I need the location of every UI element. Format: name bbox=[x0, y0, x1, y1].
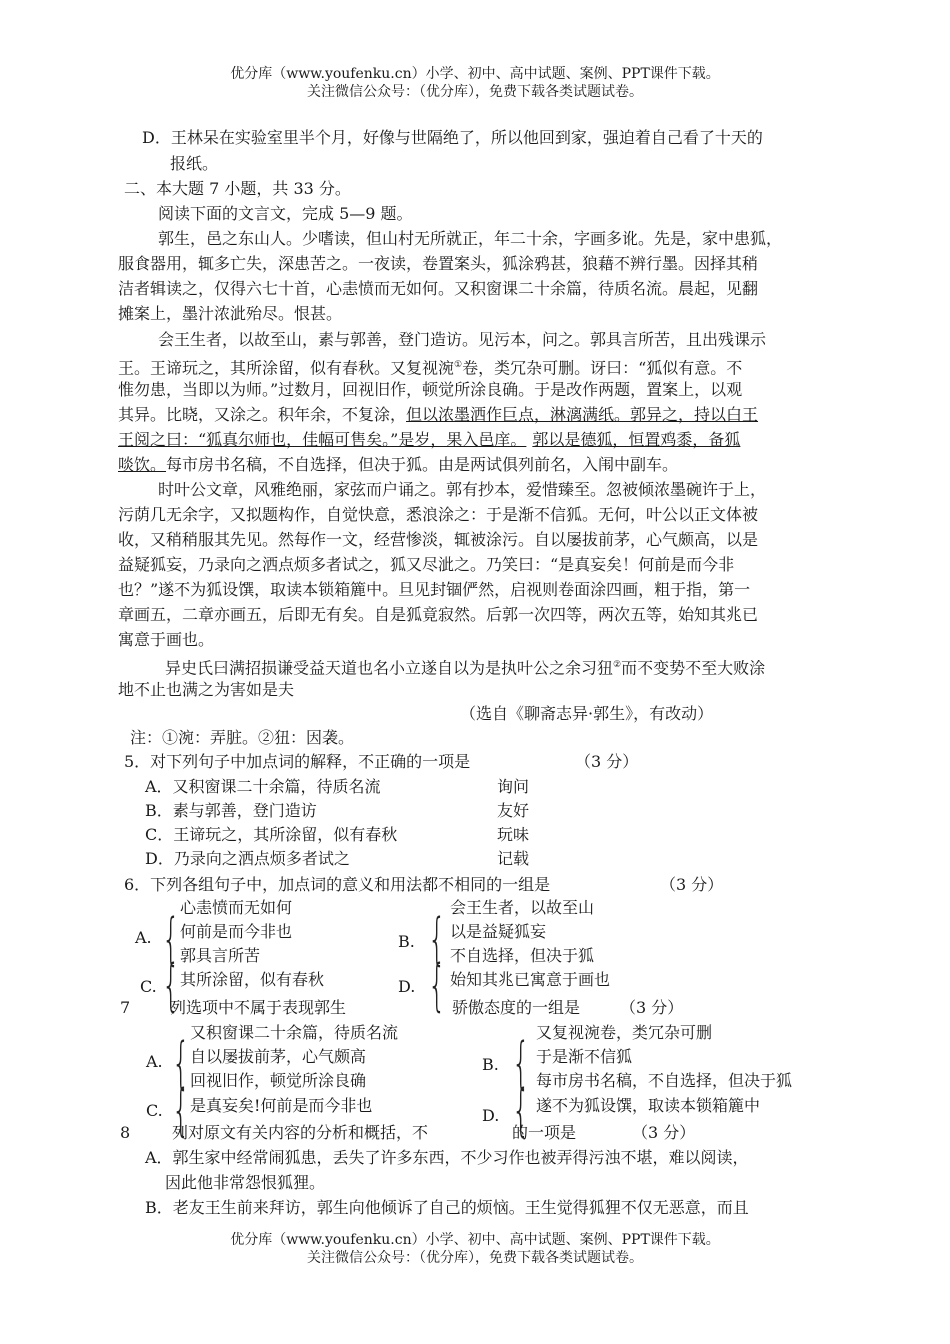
q7-c-line1: 是真妄矣!何前是而今非也 bbox=[190, 1096, 373, 1115]
q8-option-a-line2: 因此他非常怨恨狐狸。 bbox=[165, 1173, 326, 1192]
q8-option-a-line1: A．郭生家中经常闹狐患，丢失了许多东西，不少习作也被弄得污浊不堪，难以阅读， bbox=[145, 1148, 749, 1167]
q7-a-line3: 回视旧作，顿觉所涂良确 bbox=[190, 1071, 367, 1090]
q7-score: （3 分） bbox=[620, 998, 684, 1017]
q7-a-brace: { bbox=[172, 1031, 190, 1096]
passage-p2-line5 bbox=[118, 428, 740, 452]
passage-p4-line1: 异史氏曰满招损谦受益天道也名小立遂自以为是执叶公之余习狃②而不变势不至大败涂 bbox=[165, 658, 766, 678]
q7-b-line2: 于是渐不信狐 bbox=[536, 1047, 633, 1066]
q6-d-line1: 始知其兆已寓意于画也 bbox=[450, 970, 611, 989]
passage-p2-line1: 会王生者，以故至山，素与郭善，登门造访。见污本，问之。郭具言所苦，且出残课示 bbox=[158, 330, 767, 349]
passage-p1-line2: 服食器用，辄多亡失，深患苦之。一夜读，卷置案头，狐涂鸦甚，狼藉不辨行墨。因择其稍 bbox=[118, 254, 759, 273]
q6-c-line1: 其所涂留，似有春秋 bbox=[180, 970, 325, 989]
q6-a-line2: 何前是而今非也 bbox=[180, 922, 293, 941]
q6-a-label: A. bbox=[135, 928, 152, 947]
q5-option-c: C．王谛玩之，其所涂留，似有春秋 bbox=[145, 825, 398, 844]
passage-p4-line2: 地不止也满之为害如是夫 bbox=[118, 680, 295, 699]
q6-a-line1: 心恚愤而无如何 bbox=[180, 898, 293, 917]
q6-a-brace: { bbox=[162, 907, 180, 972]
passage-p3-line5: 也？”遂不为狐设馔，取读本锁箱簏中。旦见封锢俨然，启视则卷面涂四画，粗于指，第一 bbox=[118, 580, 751, 599]
passage-p3-line4: 益疑狐妄，乃录向之洒点烦多者试之，狐又尽泚之。乃笑曰：“是真妄矣！何前是而今非 bbox=[118, 555, 735, 574]
passage-p1-line1: 郭生，邑之东山人。少嗜读，但山村无所就正，年二十余，字画多讹。先是，家中患狐， bbox=[158, 229, 783, 248]
passage-p1-line4: 摊案上，墨汁浓泚殆尽。恨甚。 bbox=[118, 304, 343, 323]
q8-stem-part1: 列对原文有关内容的分析和概括，不 bbox=[172, 1123, 429, 1142]
q6-score: （3 分） bbox=[660, 875, 724, 894]
q7-stem-part1: 列选项中不属于表现郭生 bbox=[170, 998, 347, 1017]
q7-d-line1: 遂不为狐设馔，取读本锁箱簏中 bbox=[536, 1096, 761, 1115]
section-title: 二、本大题 7 小题，共 33 分。 bbox=[124, 179, 351, 198]
prev-option-d-line2: 报纸。 bbox=[170, 154, 219, 173]
q8-number: 8 bbox=[120, 1123, 131, 1142]
underlined-sentence-2-cont: 啖饮。 bbox=[118, 455, 167, 474]
q7-b-label: B. bbox=[482, 1055, 499, 1074]
q7-b-line1: 又复视涴卷，类冗杂可删 bbox=[536, 1023, 713, 1042]
passage-p2-line2: 王。王谛玩之，其所涂留，似有春秋。又复视涴①卷，类冗杂可删。讶曰：“狐似有意。不 bbox=[118, 358, 743, 378]
q7-d-label: D. bbox=[482, 1106, 500, 1125]
passage-p3-line3: 收，又稍稍服其先见。然每作一文，经营惨淡，辄被涂污。自以屡拔前茅，心气颇高，以是 bbox=[118, 530, 759, 549]
q7-b-line3: 每市房书名稿，不自选择，但决于狐 bbox=[536, 1071, 793, 1090]
footnote-mark-1: ① bbox=[454, 360, 463, 370]
q5-score: （3 分） bbox=[575, 752, 639, 771]
q7-stem-part2: 骄傲态度的一组是 bbox=[452, 998, 581, 1017]
page-footer-line1: 优分库（www.youfenku.cn）小学、初中、高中试题、案例、PPT课件下载。 bbox=[230, 1232, 720, 1248]
passage-p3-line2: 污荫几无余字，又拟题构作，自觉快意，悉浪涂之：于是渐不信狐。无何，叶公以正文体被 bbox=[118, 505, 759, 524]
q7-a-label: A. bbox=[146, 1052, 163, 1071]
q7-a-line1: 又积窗课二十余篇，待质名流 bbox=[190, 1023, 399, 1042]
q8-score: （3 分） bbox=[632, 1123, 696, 1142]
underlined-sentence-2: 郭以是德狐，恒置鸡黍，备狐 bbox=[532, 430, 741, 449]
q8-stem-part2: 的一项是 bbox=[512, 1123, 577, 1142]
q6-b-line2: 以是益疑狐妄 bbox=[450, 922, 547, 941]
passage-p3-line6: 章画五，二章亦画五，后即无有矣。自是狐竟寂然。后郭一次四等，两次五等，始知其兆已 bbox=[118, 605, 759, 624]
page-header-line1: 优分库（www.youfenku.cn）小学、初中、高中试题、案例、PPT课件下载。 bbox=[230, 66, 720, 82]
q7-d-brace: { bbox=[512, 1078, 530, 1143]
passage-p2-line3: 惟勿患，当即以为师。”过数月，回视旧作，顿觉所涂良确。于是改作两题，置案上，以观 bbox=[118, 380, 743, 399]
passage-p1-line3: 洁者辑读之，仅得六七十首，心恚愤而无如何。又积窗课二十余篇，待质名流。晨起，见翻 bbox=[118, 279, 759, 298]
q6-c-brace: { bbox=[162, 953, 180, 1018]
q5-option-a-answer: 询问 bbox=[497, 777, 530, 796]
q5-option-d-answer: 记载 bbox=[497, 849, 530, 868]
passage-notes: 注：①涴：弄脏。②狃：因袭。 bbox=[130, 728, 355, 747]
q6-stem: 6．下列各组句子中，加点词的意义和用法都不相同的一组是 bbox=[124, 875, 551, 894]
passage-p2-line6: 啖饮。每市房书名稿，不自选择，但决于狐。由是两试俱列前名，入闱中副车。 bbox=[118, 455, 679, 474]
q7-b-brace: { bbox=[512, 1031, 530, 1096]
q7-number: 7 bbox=[120, 998, 131, 1017]
passage-p3-line1: 时叶公文章，风雅绝丽，家弦而户诵之。郭有抄本，爱惜臻至。忽被倾浓墨碗许于上， bbox=[158, 480, 767, 499]
q5-stem: 5．对下列句子中加点词的解释，不正确的一项是 bbox=[124, 752, 471, 771]
underlined-sentence-1: 但以浓墨洒作巨点，淋漓满纸。郭异之，持以白王 bbox=[406, 405, 759, 424]
section-intro: 阅读下面的文言文，完成 5—9 题。 bbox=[158, 204, 413, 223]
q5-option-c-answer: 玩味 bbox=[497, 825, 530, 844]
q5-option-b: B．素与郭善，登门造访 bbox=[145, 801, 317, 820]
prev-option-d-line1: D．王林呆在实验室里半个月，好像与世隔绝了，所以他回到家，强迫着自己看了十天的 bbox=[142, 128, 763, 147]
passage-source: （选自《聊斋志异·郭生》，有改动） bbox=[460, 704, 714, 723]
q5-option-a: A．又积窗课二十余篇，待质名流 bbox=[145, 777, 381, 796]
footnote-mark-2: ② bbox=[613, 660, 622, 670]
q6-c-label: C. bbox=[140, 977, 157, 996]
q6-b-line1: 会王生者，以故至山 bbox=[450, 898, 595, 917]
q7-c-label: C. bbox=[146, 1101, 163, 1120]
q5-option-d: D．乃录向之洒点烦多者试之 bbox=[145, 849, 350, 868]
q6-b-label: B. bbox=[398, 932, 415, 951]
passage-p2-line4: 其异。比晓，又涂之。积年余，不复涂，但以浓墨洒作巨点，淋漓满纸。郭异之，持以白王 bbox=[118, 405, 759, 424]
passage-p3-line7: 寓意于画也。 bbox=[118, 630, 215, 649]
q6-b-line3: 不自选择，但决于狐 bbox=[450, 946, 595, 965]
q6-d-brace: { bbox=[428, 953, 446, 1018]
q7-c-brace: { bbox=[172, 1078, 190, 1143]
q7-a-line2: 自以屡拔前茅，心气颇高 bbox=[190, 1047, 367, 1066]
q6-b-brace: { bbox=[428, 907, 446, 972]
q8-option-b-line1: B．老友王生前来拜访，郭生向他倾诉了自己的烦恼。王生觉得狐狸不仅无恶意，而且 bbox=[145, 1198, 749, 1217]
q5-option-b-answer: 友好 bbox=[497, 801, 530, 820]
page-footer-line2: 关注微信公众号：（优分库），免费下载各类试题试卷。 bbox=[307, 1250, 643, 1266]
underlined-sentence-1-cont: 王阅之曰：“狐真尔师也，佳幅可售矣。”是岁，果入邑庠。 bbox=[118, 430, 527, 449]
q6-d-label: D. bbox=[398, 977, 416, 996]
q6-a-line3: 郭具言所苦 bbox=[180, 946, 261, 965]
page-header-line2: 关注微信公众号：（优分库），免费下载各类试题试卷。 bbox=[307, 84, 643, 100]
